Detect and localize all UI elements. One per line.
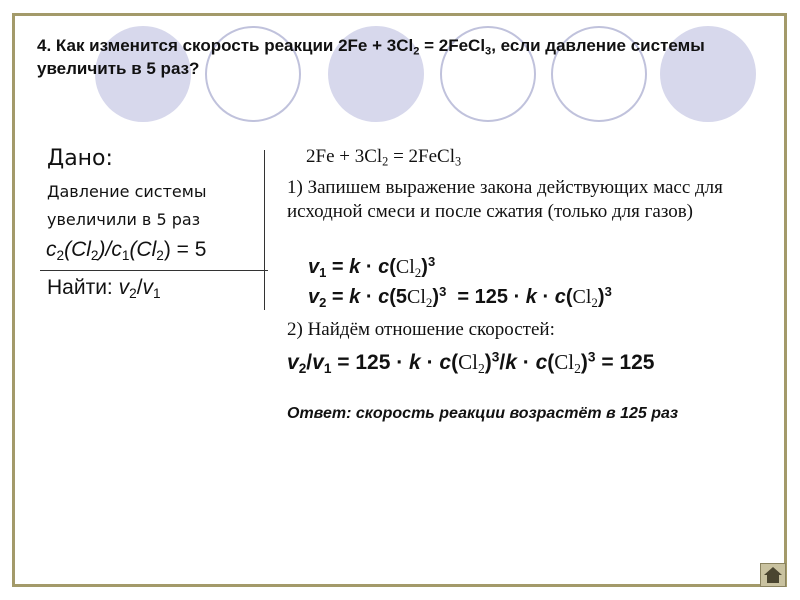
answer-text: Ответ: скорость реакции возрастёт в 125 раз xyxy=(287,405,679,422)
find-label: Найти: $v_2/v_1$ xyxy=(47,276,161,302)
problem-title: 4. Как изменится скорость реакции $2Fe + 3Cl_2$ = 2FeCl$_3$, если давление системы увеличить в 5 раз? xyxy=(37,36,705,78)
solution-step-1: 1) Запишем выражение закона действующих масс для исходной смеси и после сжатия (только для газов) xyxy=(287,177,723,222)
given-divider-vertical xyxy=(264,150,265,310)
given-line-2: увеличили в 5 раз xyxy=(47,210,201,229)
reaction-equation: $2Fe + 3Cl_2$ = 2FeCl$_3$ xyxy=(306,146,462,169)
formula-v2: $v_2 = k \cdot c(5Cl_2)^3 = 125 \cdot k \cdot c(Cl_2)^3$ xyxy=(308,283,612,310)
formula-v1: $v_1 = k \cdot c(Cl_2)^3$ xyxy=(308,253,436,280)
home-button[interactable] xyxy=(760,563,786,587)
given-ratio: $c_2(Cl_2)/c_1(Cl_2) = 5$ xyxy=(46,238,207,264)
given-heading: Дано: xyxy=(47,146,113,171)
home-icon xyxy=(761,564,785,586)
given-divider-horizontal xyxy=(40,270,268,271)
solution-step-2: 2) Найдём отношение скоростей: xyxy=(287,319,555,340)
given-line-1: Давление системы xyxy=(47,182,207,201)
formula-ratio: $v_2/v_1 = 125 \cdot k \cdot c(Cl_2)^3/k \cdot c(Cl_2)^3 = 125$ xyxy=(287,349,655,377)
